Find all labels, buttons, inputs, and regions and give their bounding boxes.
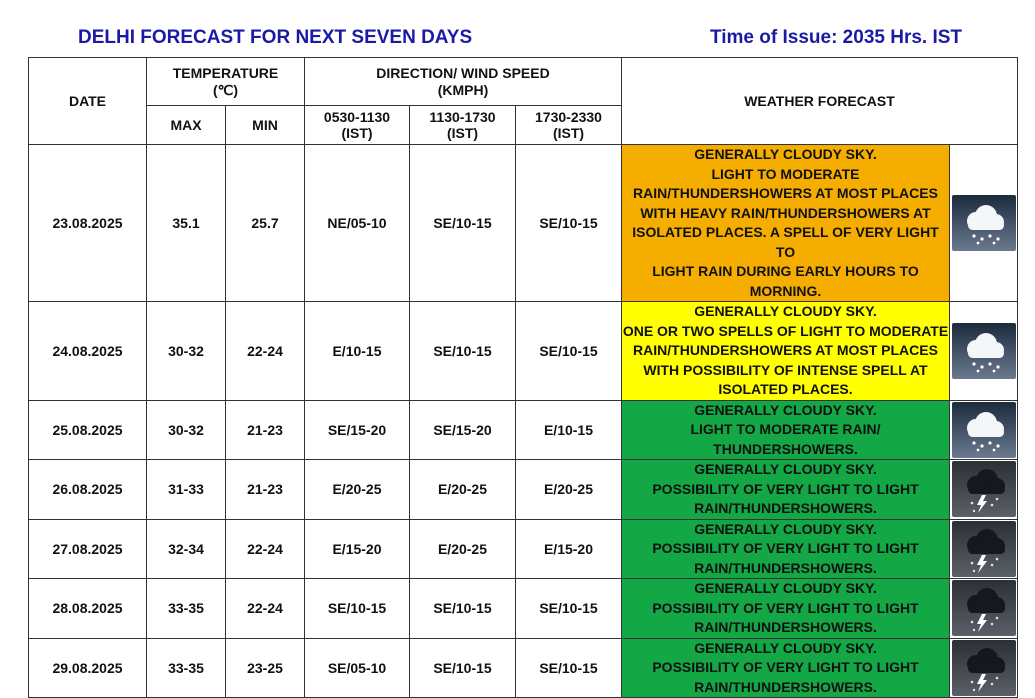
forecast-row — [29, 519, 1018, 579]
forecast-line: WITH POSSIBILITY OF INTENSE SPELL AT — [643, 361, 928, 378]
forecast-line: THUNDERSHOWERS. — [713, 440, 858, 457]
wind-slot-2-cell: SE/10-15 — [410, 302, 516, 401]
weather-icon-cell — [950, 460, 1018, 520]
forecast-row — [29, 638, 1018, 698]
forecast-line: POSSIBILITY OF VERY LIGHT TO LIGHT — [652, 540, 919, 556]
weather-icon-cell — [950, 400, 1018, 460]
forecast-line: GENERALLY CLOUDY SKY. — [694, 580, 877, 596]
header-slot-1 — [305, 106, 410, 145]
wind-slot-1-cell: NE/05-10 — [305, 145, 410, 302]
slot-3-time: 1730-2330 — [535, 109, 602, 125]
rain-cloud-icon — [952, 420, 1016, 436]
wind-slot-3-cell: E/20-25 — [516, 460, 622, 520]
forecast-line: LIGHT TO MODERATE — [711, 165, 860, 182]
forecast-line: POSSIBILITY OF VERY LIGHT TO LIGHT — [652, 480, 919, 497]
wind-slot-3-cell: SE/10-15 — [516, 579, 622, 639]
header-temperature — [147, 58, 305, 106]
date-cell: 27.08.2025 — [29, 519, 147, 579]
forecast-line: LIGHT TO MODERATE RAIN/ — [690, 421, 881, 437]
forecast-line: ISOLATED PLACES. A SPELL OF VERY LIGHT TO — [632, 224, 939, 260]
rain-cloud-icon — [952, 214, 1016, 230]
max-temp-cell: 31-33 — [147, 460, 226, 520]
wind-slot-1-cell: E/10-15 — [305, 302, 410, 401]
header-slot-3 — [516, 106, 622, 145]
weather-icon-cell — [950, 145, 1018, 302]
forecast-line: RAIN/THUNDERSHOWERS AT MOST PLACES — [633, 342, 938, 358]
max-temp-cell: 33-35 — [147, 579, 226, 639]
slot-3-tz: (IST) — [552, 125, 585, 141]
wind-slot-1-cell: SE/10-15 — [305, 579, 410, 639]
rain-cloud-icon — [952, 341, 1016, 357]
max-temp-cell: 35.1 — [147, 145, 226, 302]
date-cell: 26.08.2025 — [29, 460, 147, 520]
weather-icon-cell — [950, 519, 1018, 579]
weather-icon-cell — [950, 302, 1018, 401]
issue-time: Time of Issue: 2035 Hrs. IST — [710, 27, 963, 48]
wind-slot-2-cell: SE/10-15 — [410, 579, 516, 639]
forecast-text-cell — [622, 519, 950, 579]
min-temp-cell: 22-24 — [226, 519, 305, 579]
min-temp-cell: 25.7 — [226, 145, 305, 302]
min-temp-cell: 21-23 — [226, 400, 305, 460]
max-temp-cell: 33-35 — [147, 638, 226, 698]
header-slot-2 — [410, 106, 516, 145]
header-wind — [305, 58, 622, 106]
forecast-line: GENERALLY CLOUDY SKY. — [694, 303, 877, 319]
forecast-text-cell — [622, 400, 950, 460]
forecast-line: WITH HEAVY RAIN/THUNDERSHOWERS AT — [640, 204, 931, 221]
forecast-line: POSSIBILITY OF VERY LIGHT TO LIGHT — [652, 599, 919, 616]
wind-slot-2-cell: E/20-25 — [410, 519, 516, 579]
wind-slot-3-cell: SE/10-15 — [516, 302, 622, 401]
wind-slot-3-cell: E/15-20 — [516, 519, 622, 579]
forecast-text-cell — [622, 460, 950, 520]
thunderstorm-cloud-icon — [952, 480, 1016, 496]
min-temp-cell: 22-24 — [226, 302, 305, 401]
date-cell: 29.08.2025 — [29, 638, 147, 698]
date-cell: 24.08.2025 — [29, 302, 147, 401]
wind-slot-3-cell: SE/10-15 — [516, 145, 622, 302]
header-date: DATE — [29, 58, 147, 145]
weather-icon-cell — [950, 579, 1018, 639]
wind-slot-1-cell: E/20-25 — [305, 460, 410, 520]
slot-2-time: 1130-1730 — [429, 109, 496, 125]
header-min: MIN — [226, 106, 305, 145]
temperature-unit: (℃) — [212, 81, 239, 98]
forecast-row — [29, 460, 1018, 520]
forecast-line: GENERALLY CLOUDY SKY. — [694, 520, 877, 537]
wind-slot-2-cell: SE/10-15 — [410, 638, 516, 698]
forecast-line: MORNING. — [749, 282, 822, 299]
slot-1-time: 0530-1130 — [323, 109, 391, 125]
forecast-text-cell — [622, 579, 950, 639]
min-temp-cell: 23-25 — [226, 638, 305, 698]
max-temp-cell: 30-32 — [147, 302, 226, 401]
wind-slot-2-cell: E/20-25 — [410, 460, 516, 520]
wind-slot-1-cell: E/15-20 — [305, 519, 410, 579]
date-cell: 23.08.2025 — [29, 145, 147, 302]
forecast-line: POSSIBILITY OF VERY LIGHT TO LIGHT — [652, 659, 919, 675]
page-title: DELHI FORECAST FOR NEXT SEVEN DAYS — [78, 27, 473, 48]
forecast-line: GENERALLY CLOUDY SKY. — [694, 146, 877, 162]
header-weather-forecast: WEATHER FORECAST — [622, 58, 1018, 145]
slot-1-tz: (IST) — [341, 125, 373, 141]
date-cell: 28.08.2025 — [29, 579, 147, 639]
forecast-text-cell — [622, 638, 950, 698]
temperature-label: TEMPERATURE — [172, 64, 279, 81]
wind-slot-3-cell: E/10-15 — [516, 400, 622, 460]
weather-icon-cell — [950, 638, 1018, 698]
min-temp-cell: 22-24 — [226, 579, 305, 639]
forecast-line: GENERALLY CLOUDY SKY. — [694, 639, 877, 656]
forecast-line: ISOLATED PLACES. — [718, 381, 853, 397]
forecast-line: RAIN/THUNDERSHOWERS AT MOST PLACES — [633, 185, 938, 201]
thunderstorm-cloud-icon — [952, 658, 1016, 674]
max-temp-cell: 30-32 — [147, 400, 226, 460]
wind-slot-2-cell: SE/15-20 — [410, 400, 516, 460]
forecast-row — [29, 145, 1018, 302]
thunderstorm-cloud-icon — [952, 539, 1016, 555]
wind-slot-1-cell: SE/05-10 — [305, 638, 410, 698]
wind-slot-3-cell: SE/10-15 — [516, 638, 622, 698]
forecast-text-cell — [622, 145, 950, 302]
forecast-text-cell — [622, 302, 950, 401]
max-temp-cell: 32-34 — [147, 519, 226, 579]
forecast-body — [29, 145, 1018, 698]
forecast-line: GENERALLY CLOUDY SKY. — [694, 401, 877, 418]
forecast-line: GENERALLY CLOUDY SKY. — [694, 461, 877, 477]
thunderstorm-cloud-icon — [952, 599, 1016, 615]
header-max: MAX — [147, 106, 226, 145]
date-cell: 25.08.2025 — [29, 400, 147, 460]
forecast-line: RAIN/THUNDERSHOWERS. — [694, 678, 877, 695]
slot-2-tz: (IST) — [446, 125, 479, 141]
forecast-line: RAIN/THUNDERSHOWERS. — [694, 559, 877, 576]
forecast-table — [28, 57, 1018, 698]
wind-slot-2-cell: SE/10-15 — [410, 145, 516, 302]
wind-unit: (KMPH) — [437, 81, 489, 98]
forecast-row — [29, 302, 1018, 401]
wind-slot-1-cell: SE/15-20 — [305, 400, 410, 460]
min-temp-cell: 21-23 — [226, 460, 305, 520]
forecast-row — [29, 400, 1018, 460]
forecast-line: LIGHT RAIN DURING EARLY HOURS TO — [652, 263, 919, 279]
forecast-row — [29, 579, 1018, 639]
forecast-line: RAIN/THUNDERSHOWERS. — [694, 619, 877, 635]
forecast-line: ONE OR TWO SPELLS OF LIGHT TO MODERATE — [622, 322, 949, 339]
forecast-line: RAIN/THUNDERSHOWERS. — [694, 500, 877, 516]
wind-label: DIRECTION/ WIND SPEED — [376, 64, 550, 81]
